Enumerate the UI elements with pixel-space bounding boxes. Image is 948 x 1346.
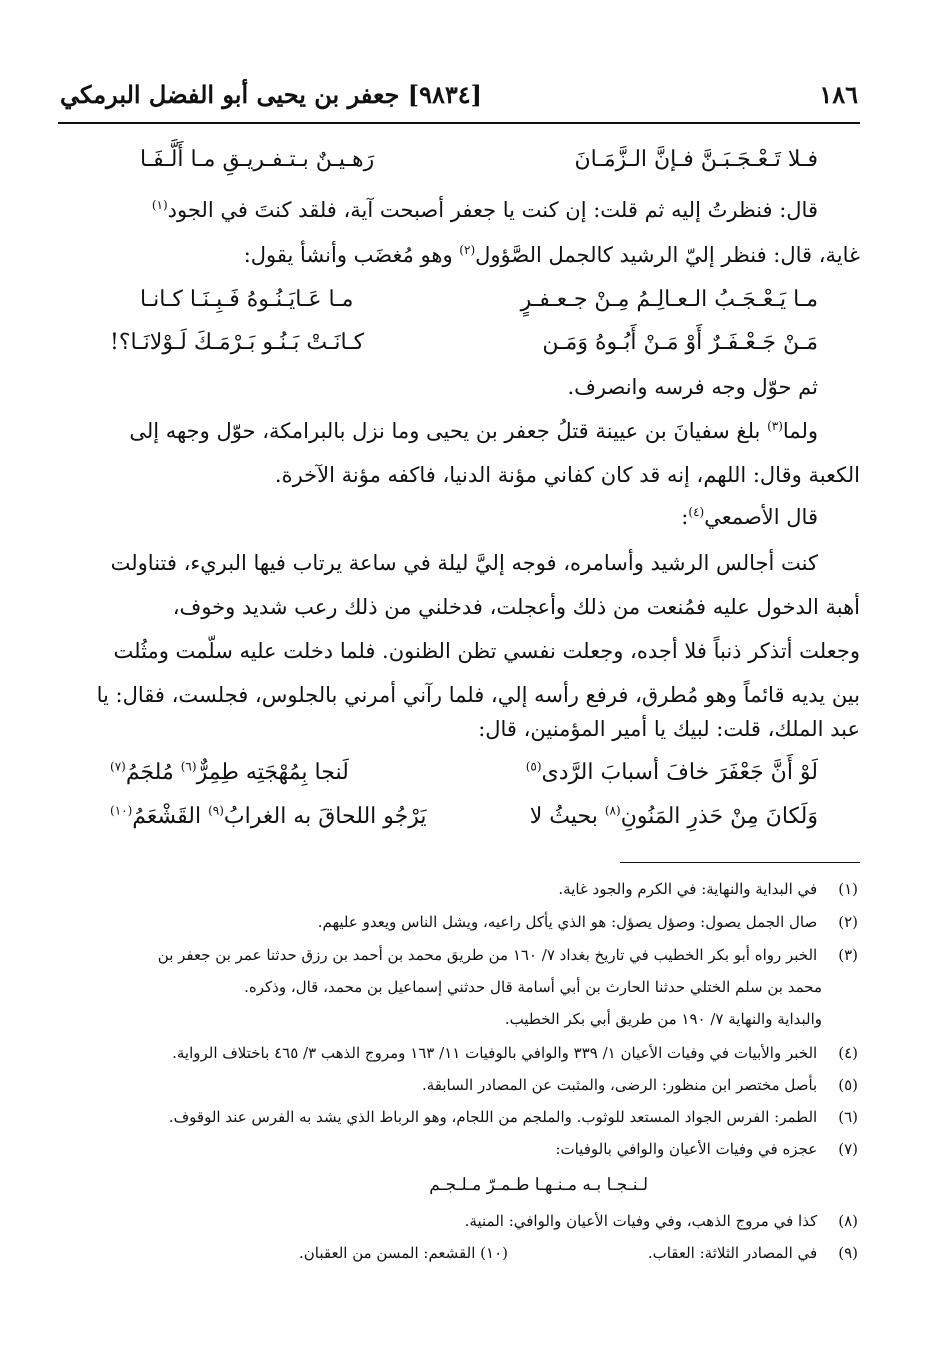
header-rule	[58, 122, 860, 124]
verse-4-hemistich-2: لَنجا بِمُهْجَتِه طِمِرٌّ$^{(٦)}$ مُلجَمُ$^{(٧)}$	[110, 759, 349, 785]
footnote-continuation: والبداية والنهاية ٧/ ١٩٠ من طريق أبي بكر الخطيب.	[504, 1010, 822, 1028]
footnote: (٤) الخبر والأبيات في وفيات الأعيان ١/ ٣٣٩ والوافي بالوفيات ١١/ ١٦٣ ومروج الذهب ٣/ ٤٦٥ باختلاف الرواية.	[172, 1044, 858, 1062]
footnote: (١٠) القشعم: المسن من العقبان.	[298, 1244, 508, 1262]
verse-2-hemistich-1: مـا يَـعْـجَـبُ الـعـالِـمُ مِـنْ جـعـفـرٍ	[520, 287, 818, 312]
footnote-ref: (٩)	[208, 803, 224, 818]
footnote: (٢) صال الجمل يصول: وصؤل يصؤل: هو الذي يأكل راعيه، ويشل الناس ويعدو عليهم.	[317, 913, 858, 931]
verse-3-hemistich-2: كـانَـتْ بَـنُـو بَـرْمَـكَ لَـوْلانَـا؟!	[110, 330, 365, 355]
footnote-separator	[620, 862, 860, 863]
verse-4-hemistich-1: لَوْ أَنَّ جَعْفَرَ خافَ أسبابَ الرَّدى$^{(٥)}$	[525, 759, 818, 785]
body-line: بين يديه قائماً وهو مُطرق، فرفع رأسه إلي، فلما رآني أمرني بالجلوس، فجلست، فقال: يا	[96, 683, 860, 707]
page-header	[60, 80, 858, 116]
body-line: غاية، قال: فنظر إليّ الرشيد كالجمل الصَّؤول$^{(٢)}$ وهو مُغضَب وأنشأ يقول:	[243, 243, 860, 267]
footnote: (٣) الخبر رواه أبو بكر الخطيب في تاريخ بغداد ٧/ ١٦٠ من طريق محمد بن أحمد بن رزق حدثنا عمر بن جعفر بن	[157, 946, 858, 964]
body-line: عبد الملك، قلت: لبيك يا أمير المؤمنين، قال:	[478, 717, 860, 741]
body-line: الكعبة وقال: اللهم، إنه قد كان كفاني مؤنة الدنيا، فاكفه مؤنة الآخرة.	[274, 463, 860, 487]
verse-1-hemistich-1: فـلا تَـعْـجَـبَـنَّ فـإنَّ الـزَّمَـانَ	[574, 147, 818, 172]
running-title: [٩٨٣٤] جعفر بن يحيى أبو الفضل البرمكي	[60, 80, 483, 109]
footnote: (٧) عجزه في وفيات الأعيان والوافي بالوفيات:	[555, 1140, 858, 1158]
body-line: أهبة الدخول عليه فمُنعت من ذلك وأعجلت، فدخلني من ذلك رعب شديد وخوف،	[172, 595, 860, 619]
footnote: (٨) كذا في مروج الذهب، وفي وفيات الأعيان والوافي: المنية.	[464, 1212, 858, 1230]
body-line: كنت أجالس الرشيد وأسامره، فوجه إليَّ ليلة في ساعة يرتاب فيها البريء، فتناولت	[110, 551, 818, 575]
footnote: (٩) في المصادر الثلاثة: العقاب.	[647, 1244, 858, 1262]
body-line: ولما$^{(٣)}$ بلغ سفيانَ بن عيينة قتلُ جعفر بن يحيى وما نزل بالبرامكة، حوّل وجهه إلى	[129, 419, 818, 443]
verse-5-hemistich-1: وَلَكانَ مِنْ حَذرِ المَنُونِ$^{(٨)}$ بحيثُ لا	[529, 803, 818, 829]
body-line: قال: فنظرتُ إليه ثم قلت: إن كنت يا جعفر أصبحت آية، فلقد كنتَ في الجود$^{(١)}$	[151, 198, 818, 222]
verse-3-hemistich-1: مَـنْ جَـعْـفَـرٌ أَوْ مَـنْ أَبُـوهُ وَمَـن	[542, 330, 818, 355]
footnote-ref: (١)	[151, 198, 168, 212]
footnote-ref: (٢)	[459, 243, 476, 257]
footnote-ref: (٧)	[110, 759, 126, 774]
verse-2-hemistich-2: مـا عَـايَـنُـوهُ فَـبِـنَـا كـانـا	[140, 287, 354, 312]
page-number: ١٨٦	[819, 80, 858, 109]
footnote: (١) في البداية والنهاية: في الكرم والجود غاية.	[558, 880, 858, 898]
footnote-ref: (٣)	[767, 419, 783, 433]
footnote: (٦) الطمر: الفرس الجواد المستعد للوثوب. والملجم من اللجام، وهو الرباط الذي يشد به الفرس عند الوقوف.	[168, 1108, 858, 1126]
body-line: ثم حوّل وجه فرسه وانصرف.	[567, 375, 818, 399]
footnote-ref: (٦)	[180, 759, 197, 774]
footnote-ref: (٤)	[688, 505, 705, 519]
footnote-continuation: محمد بن سلم الختلي حدثنا الحارث بن أبي أسامة قال حدثني إسماعيل بن محمد، قال، وذكره.	[244, 978, 822, 996]
footnote: (٥) بأصل مختصر ابن منظور: الرضى، والمثبت عن المصادر السابقة.	[421, 1076, 858, 1094]
footnote-ref: (٥)	[525, 759, 542, 774]
footnote-ref: (٨)	[604, 803, 621, 818]
verse-1-hemistich-2: رَهـيـنٌ بـتـفـريـقِ مـا أَلَّـفَـا	[140, 147, 375, 172]
body-line: وجعلت أتذكر ذنباً فلا أجده، وجعلت نفسي تظن الظنون. فلما دخلت عليه سلّمت ومثُلت	[113, 639, 860, 663]
verse-5-hemistich-2: يَرْجُو اللحاقَ به الغرابُ$^{(٩)}$ القَشْعَمُ$^{(١٠)}$	[110, 803, 427, 829]
footnote-verse: لـنـجـا بـه مـنـهـا طـمـرّ مـلـجـم	[429, 1175, 648, 1195]
body-line: قال الأصمعي$^{(٤)}$:	[681, 505, 818, 529]
footnote-ref: (١٠)	[110, 803, 133, 818]
